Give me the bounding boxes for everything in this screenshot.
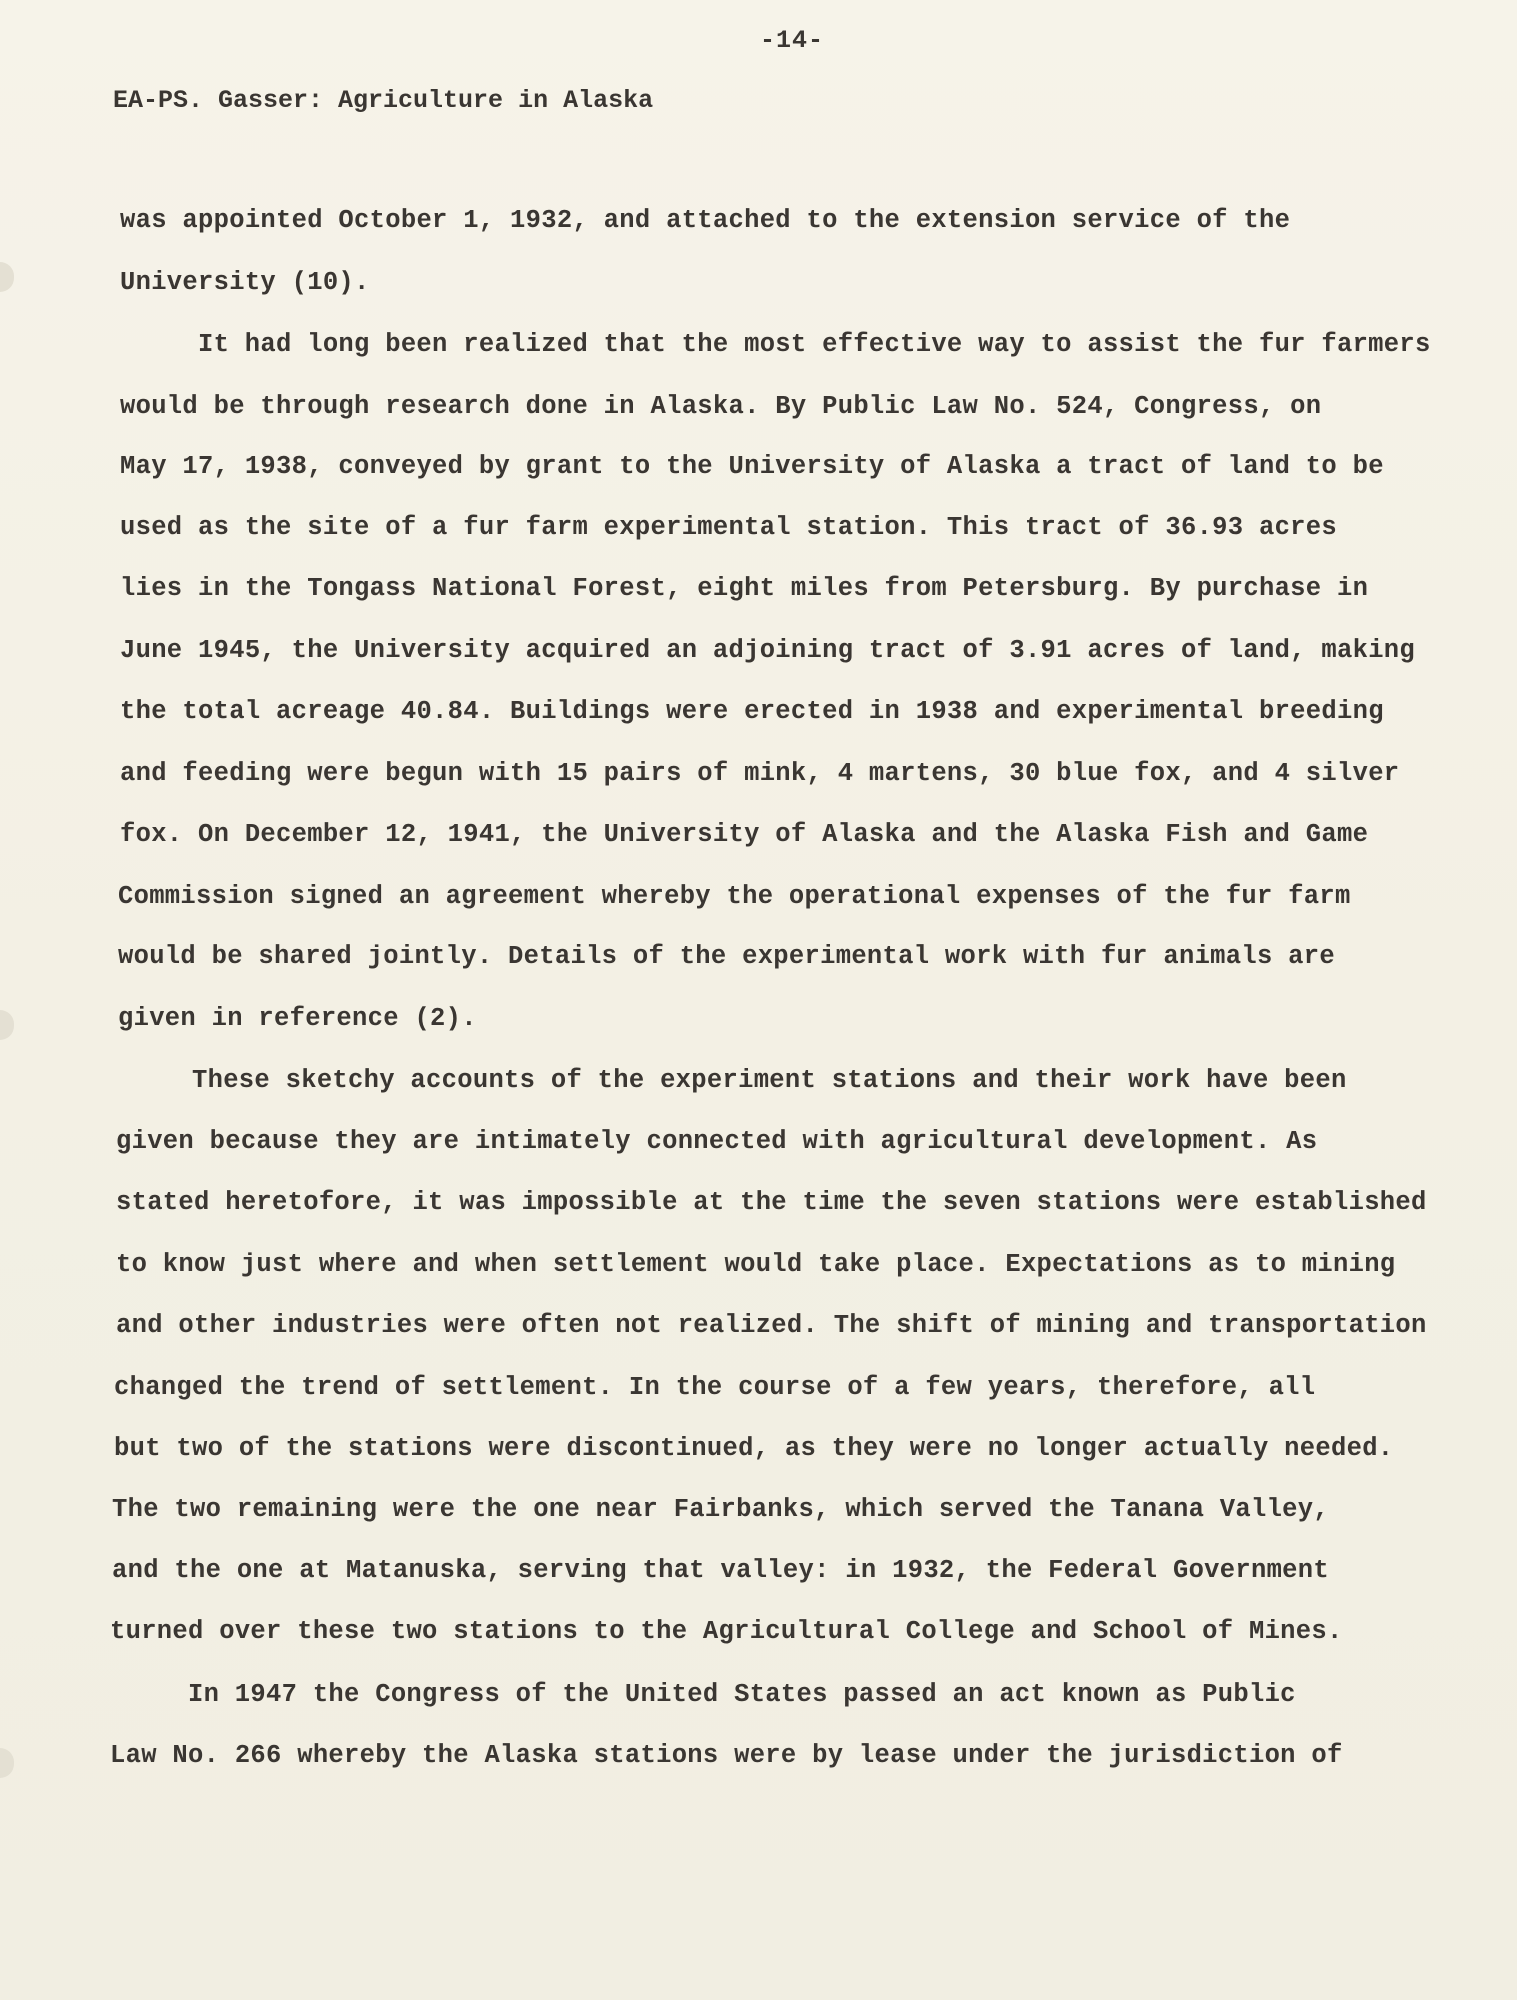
body-line: but two of the stations were discontinued, as they were no longer actually needed.	[114, 1434, 1394, 1463]
body-line: would be through research done in Alaska. By Public Law No. 524, Congress, on	[120, 392, 1322, 421]
body-line: would be shared jointly. Details of the experimental work with fur animals are	[118, 942, 1335, 971]
body-line: and other industries were often not realized. The shift of mining and transportation	[116, 1311, 1427, 1340]
body-line: and feeding were begun with 15 pairs of mink, 4 martens, 30 blue fox, and 4 silver	[120, 759, 1400, 788]
body-line: given in reference (2).	[118, 1004, 477, 1033]
body-line: It had long been realized that the most effective way to assist the fur farmers	[198, 330, 1431, 359]
body-line: changed the trend of settlement. In the course of a few years, therefore, all	[114, 1373, 1316, 1402]
body-line: In 1947 the Congress of the United States passed an act known as Public	[188, 1680, 1296, 1709]
punch-hole	[0, 1748, 14, 1778]
body-line: the total acreage 40.84. Buildings were erected in 1938 and experimental breeding	[120, 697, 1384, 726]
running-head: EA-PS. Gasser: Agriculture in Alaska	[113, 86, 654, 115]
punch-hole	[0, 1010, 14, 1040]
body-line: Law No. 266 whereby the Alaska stations were by lease under the jurisdiction of	[110, 1741, 1343, 1770]
body-line: used as the site of a fur farm experimental station. This tract of 36.93 acres	[120, 513, 1337, 542]
body-line: turned over these two stations to the Agricultural College and School of Mines.	[110, 1617, 1343, 1646]
punch-hole	[0, 262, 14, 292]
body-line: The two remaining were the one near Fairbanks, which served the Tanana Valley,	[112, 1495, 1329, 1524]
body-line: These sketchy accounts of the experiment stations and their work have been	[192, 1066, 1347, 1095]
page-number: -14-	[760, 26, 825, 55]
body-line: stated heretofore, it was impossible at the time the seven stations were established	[116, 1188, 1427, 1217]
body-line: Commission signed an agreement whereby the operational expenses of the fur farm	[118, 882, 1351, 911]
body-line: May 17, 1938, conveyed by grant to the University of Alaska a tract of land to be	[120, 452, 1384, 481]
body-line: June 1945, the University acquired an adjoining tract of 3.91 acres of land, making	[120, 636, 1416, 665]
body-line: University (10).	[120, 268, 370, 297]
body-line: lies in the Tongass National Forest, eight miles from Petersburg. By purchase in	[120, 574, 1369, 603]
body-line: and the one at Matanuska, serving that valley: in 1932, the Federal Government	[112, 1556, 1329, 1585]
body-line: given because they are intimately connected with agricultural development. As	[116, 1127, 1318, 1156]
body-line: was appointed October 1, 1932, and attached to the extension service of the	[120, 206, 1291, 235]
body-line: fox. On December 12, 1941, the University of Alaska and the Alaska Fish and Game	[120, 820, 1369, 849]
body-line: to know just where and when settlement would take place. Expectations as to mining	[116, 1250, 1396, 1279]
